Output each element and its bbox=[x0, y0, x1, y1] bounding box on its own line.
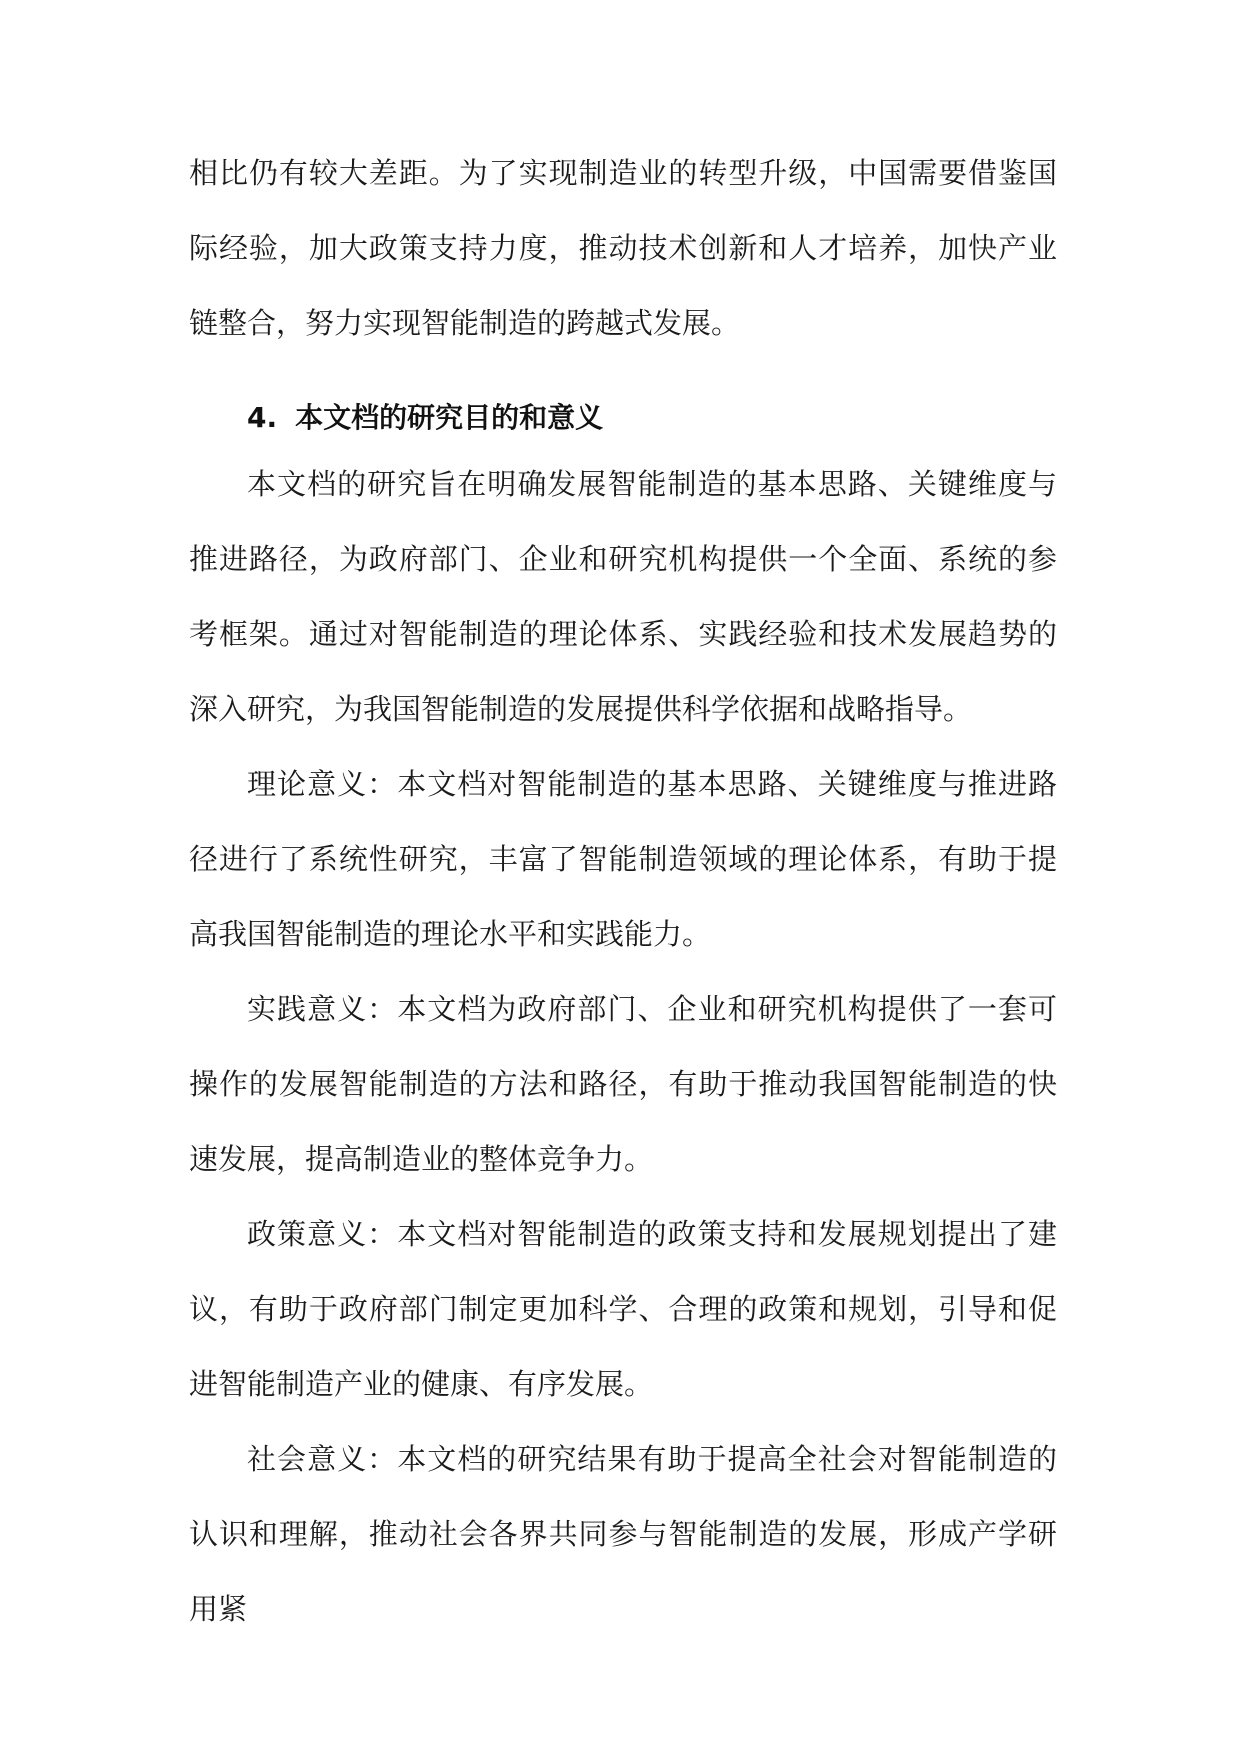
paragraph-purpose: 本文档的研究旨在明确发展智能制造的基本思路、关键维度与推进路径，为政府部门、企业和研究机构提供一个全面、系统的参考框架。通过对智能制造的理论体系、实践经验和技术发展趋势的深入研究，为我国智能制造的发展提供科学依据和战略指导。 bbox=[189, 467, 1057, 726]
section-heading bbox=[189, 389, 1057, 447]
paragraph-practice-significance: 实践意义：本文档为政府部门、企业和研究机构提供了一套可操作的发展智能制造的方法和路径，有助于推动我国智能制造的快速发展，提高制造业的整体竞争力。 bbox=[189, 992, 1057, 1176]
paragraph-social-significance: 社会意义：本文档的研究结果有助于提高全社会对智能制造的认识和理解，推动社会各界共同参与智能制造的发展，形成产学研用紧 bbox=[189, 1442, 1057, 1626]
paragraph-policy-significance: 政策意义：本文档对智能制造的政策支持和发展规划提出了建议，有助于政府部门制定更加科学、合理的政策和规划，引导和促进智能制造产业的健康、有序发展。 bbox=[189, 1217, 1057, 1401]
section-title: 本文档的研究目的和意义 bbox=[295, 401, 604, 434]
document-body bbox=[189, 136, 1057, 1647]
section-number: 4. bbox=[247, 401, 278, 434]
paragraph-theory-significance: 理论意义：本文档对智能制造的基本思路、关键维度与推进路径进行了系统性研究，丰富了智能制造领域的理论体系，有助于提高我国智能制造的理论水平和实践能力。 bbox=[189, 767, 1057, 951]
paragraph-continuation: 相比仍有较大差距。为了实现制造业的转型升级，中国需要借鉴国际经验，加大政策支持力度，推动技术创新和人才培养，加快产业链整合，努力实现智能制造的跨越式发展。 bbox=[189, 156, 1057, 340]
